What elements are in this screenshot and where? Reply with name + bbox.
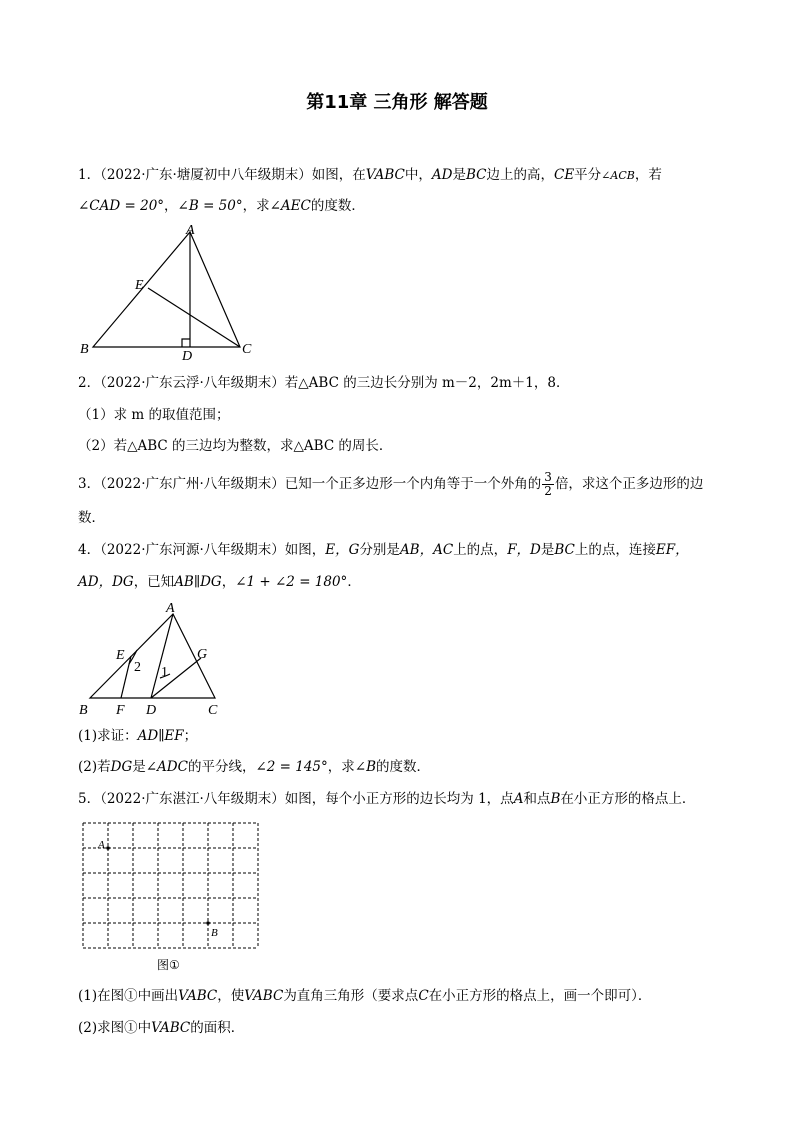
q5-part2-text: 的面积．: [190, 1020, 245, 1036]
q4-text: 是: [540, 542, 555, 558]
q4-label-g: G: [197, 647, 208, 662]
q4-part1: [78, 726, 197, 746]
q5-part1-text: (1)在图①中画出: [78, 988, 179, 1004]
q5-text: 在小正方形的格点上．: [560, 791, 696, 807]
q1-source: （2022·广东·塘厦初中八年级期末）: [100, 167, 312, 183]
q5-part1-text: 在小正方形的格点上，画一个即可）．: [428, 988, 652, 1004]
q4-text: 分别是: [359, 542, 400, 558]
q4-text: ．: [347, 574, 361, 590]
q4-label-b: B: [79, 703, 88, 718]
q1-number: 1．: [78, 167, 101, 183]
q5-grid-point-a: [106, 846, 110, 850]
q1-text: 中，: [404, 167, 432, 183]
q3-text: 已知一个正多边形一个内角等于一个外角的: [284, 476, 542, 492]
q1-label-e: E: [135, 278, 144, 293]
q4-angle-sum: ∠1 + ∠2 = 180°: [235, 574, 348, 590]
q1-condition-2: ∠B = 50°: [177, 198, 243, 214]
q5-number: 5．: [78, 791, 101, 807]
q1-angle-acb: ∠ACB: [601, 169, 635, 182]
q4-label-a: A: [166, 601, 175, 616]
q5-part2: [78, 1018, 244, 1038]
q4-part2-seg: DG: [110, 759, 133, 775]
q4-label-angle2: 2: [134, 660, 141, 675]
q3-line2: 数．: [78, 510, 105, 526]
q3-fraction-numerator: 3: [544, 470, 552, 484]
q5-grid-point-b: [206, 921, 210, 925]
q3-line1: [78, 471, 703, 498]
q1-triangle-abc: [93, 232, 240, 347]
q4-seg-ef: EF，: [655, 542, 689, 558]
q4-segs-ab-ac: AB，AC: [399, 542, 454, 558]
q4-number: 4．: [78, 542, 101, 558]
q1-seg-bc: BC: [465, 167, 487, 183]
q1-line1: [78, 165, 662, 186]
q1-text: ，若: [634, 167, 662, 183]
q4-part2: [78, 757, 430, 777]
q3-fraction-denominator: 2: [544, 484, 552, 498]
q1-bisector-ce: [148, 288, 240, 347]
q5-part2-text: (2)求图①中: [78, 1020, 152, 1036]
q1-seg-ce: CE: [553, 167, 575, 183]
q4-text: 如图，: [284, 542, 326, 558]
q1-text: ，求: [242, 198, 270, 214]
q4-line1: [78, 540, 689, 560]
q4-part2-text: (2)若: [78, 759, 111, 775]
q4-label-e: E: [116, 648, 125, 663]
q5-source: （2022·广东湛江·八年级期末）: [100, 791, 285, 807]
q1-figure: [78, 222, 278, 362]
q1-text: 边上的高，: [486, 167, 554, 183]
q4-label-c: C: [208, 703, 218, 718]
q4-part2-text: 是: [132, 759, 146, 775]
q5-part1-text: ，使: [217, 988, 245, 1004]
q5-point-b: B: [550, 791, 561, 807]
q3-text: 倍，求这个正多边形的边: [554, 476, 704, 492]
q2-text: 若△ABC 的三边长分别为 m－2，2m＋1，8．: [284, 375, 570, 391]
q1-text: 平分: [574, 167, 602, 183]
q4-part2-text: ，求: [327, 759, 355, 775]
q4-seg-ad: [151, 614, 173, 698]
q4-part1-text: (1)求证：: [78, 728, 138, 744]
page-title: 第11章 三角形 解答题: [306, 92, 488, 113]
q1-label-b: B: [80, 342, 89, 357]
q4-figure: [76, 600, 256, 725]
q4-part1-text: ；: [183, 728, 198, 744]
q3-source: （2022·广东广州·八年级期末）: [100, 476, 285, 492]
q4-segs-ad-dg: AD，DG: [78, 574, 134, 590]
q4-part2-angle: ∠ADC: [145, 759, 188, 775]
q5-text: 和点: [523, 791, 551, 807]
q5-label-a: A: [98, 839, 105, 851]
q2-part1: （1）求 m 的取值范围；: [78, 407, 230, 423]
q2-part2: （2）若△ABC 的三边均为整数，求△ABC 的周长．: [78, 438, 393, 454]
q1-text: 如图，在: [311, 167, 366, 183]
q1-label-d: D: [182, 349, 193, 364]
q4-text: ，: [221, 574, 236, 590]
q1-triangle: VABC: [365, 167, 405, 183]
q1-target-angle: ∠AEC: [269, 198, 311, 214]
q4-text: 上的点，连接: [574, 542, 656, 558]
q5-part2-triangle: VABC: [151, 1020, 191, 1036]
q4-line2: [78, 572, 361, 592]
q1-text: ，: [164, 198, 178, 214]
q2-number: 2．: [78, 375, 101, 391]
q4-parallel: AB∥DG: [174, 574, 222, 590]
q5-part1-point-c: C: [418, 988, 429, 1004]
q4-points-fd: F，D: [507, 542, 541, 558]
q2-line1: [78, 373, 569, 393]
q4-label-f: F: [116, 703, 125, 718]
q5-grid-figure: [83, 823, 283, 983]
q4-text: ，已知: [133, 574, 175, 590]
q1-line2: [78, 196, 365, 216]
q1-text: 的度数．: [310, 198, 365, 214]
q1-label-c: C: [242, 342, 252, 357]
q1-right-angle-mark: [182, 339, 190, 347]
q5-part1-text: 为直角三角形（要求点: [283, 988, 419, 1004]
q5-part1: [78, 986, 651, 1006]
q1-condition-1: ∠CAD = 20°: [78, 198, 165, 214]
q4-part1-statement: AD∥EF: [137, 728, 184, 744]
q1-label-a: A: [186, 223, 195, 238]
q5-label-b: B: [211, 927, 218, 939]
q4-part2-target: ∠B: [354, 759, 376, 775]
q3-number: 3．: [78, 476, 101, 492]
q4-part2-given: ∠2 = 145°: [255, 759, 328, 775]
q5-part1-triangle: VABC: [244, 988, 284, 1004]
q5-part1-triangle: VABC: [178, 988, 218, 1004]
q1-seg-ad: AD: [431, 167, 453, 183]
q4-part2-text: 的平分线，: [187, 759, 256, 775]
q4-label-d: D: [146, 703, 157, 718]
q1-text: 是: [452, 167, 466, 183]
q4-seg-bc: BC: [554, 542, 575, 558]
q4-text: 上的点，: [453, 542, 508, 558]
q4-source: （2022·广东河源·八年级期末）: [100, 542, 285, 558]
q3-fraction: [542, 471, 554, 498]
q4-points-eg: E，G: [325, 542, 360, 558]
q5-point-a: A: [513, 791, 524, 807]
q5-line1: [78, 789, 695, 809]
q2-source: （2022·广东云浮·八年级期末）: [100, 375, 285, 391]
q4-label-angle1: 1: [161, 665, 168, 680]
q5-text: 如图，每个小正方形的边长均为 1，点: [284, 791, 514, 807]
q4-seg-dg: [151, 658, 201, 698]
q5-figure-caption: 图①: [157, 958, 180, 972]
q4-part2-text: 的度数．: [376, 759, 430, 775]
